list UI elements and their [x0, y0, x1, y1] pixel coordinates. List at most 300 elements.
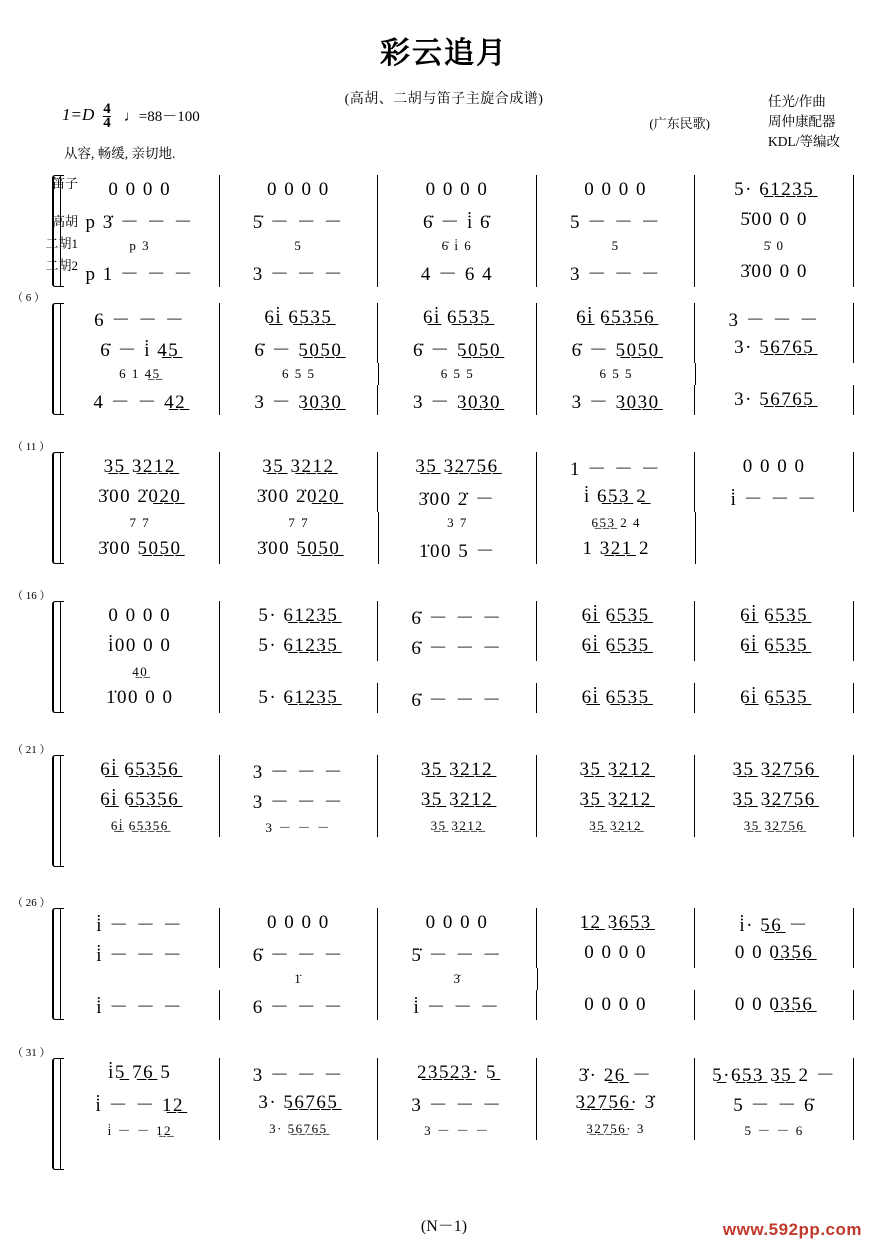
measure-bar — [537, 175, 696, 205]
measure-bar — [695, 815, 854, 837]
measure-bar — [220, 175, 379, 205]
staff-row — [60, 452, 854, 482]
note-group: 6̲i̲̇ 6̲5̲3̲5̲6̲ — [110, 818, 169, 833]
measure-bar — [220, 452, 379, 482]
measure-bar — [537, 837, 696, 867]
note-group: 3̇00 2̇ － — [418, 488, 496, 510]
measure-bar — [378, 990, 537, 1020]
measure-bar — [537, 1118, 696, 1140]
note-group: 7 7 — [129, 515, 151, 530]
staff-row — [60, 385, 854, 415]
measure-bar — [60, 683, 220, 713]
staff-system — [12, 292, 854, 415]
staff-row — [60, 755, 854, 785]
note-group: 0 0 0 0 — [108, 179, 172, 200]
note-group: p 1 － － － — [85, 263, 195, 285]
measure-bar — [537, 235, 696, 257]
measure-bar — [378, 1088, 537, 1118]
measure-bar — [60, 257, 220, 287]
measure-bar — [379, 512, 538, 534]
measure-bar — [220, 1058, 379, 1088]
editor-credit: KDL/等编改 — [768, 134, 840, 149]
staff-row — [60, 815, 854, 837]
note-group: 3̇00 2̇0̲2̲0̲ — [256, 486, 341, 507]
measure-bar — [695, 1140, 854, 1170]
page-subtitle: (高胡、二胡与笛子主旋合成谱) — [344, 92, 544, 107]
note-group: 6 5 5 — [440, 366, 475, 381]
staff-row — [60, 631, 854, 661]
time-signature — [103, 100, 111, 131]
measure-bar — [695, 333, 854, 363]
measure-bar — [695, 175, 854, 205]
measure-bar — [696, 661, 854, 683]
measure-bar — [60, 631, 220, 661]
composer-credit: 任光/作曲 — [768, 94, 826, 109]
note-group: p 3 — [129, 238, 151, 253]
note-group: 3· 5̲6̲7̲6̲5̲ — [734, 389, 815, 410]
measure-bar — [60, 1088, 220, 1118]
note-group: 6̲i̲̇ 6̲5̲3̲5̲ — [740, 605, 809, 626]
note-group: 5 － － － — [569, 211, 662, 233]
note-group: 3· 5̲6̲7̲6̲5̲ — [258, 1092, 339, 1113]
measure-bar — [60, 968, 219, 990]
note-group: 0 0 0 0 — [267, 179, 330, 200]
measure-bar — [60, 482, 220, 512]
note-group: 3̲5̲ 3̲2̲1̲2̲ — [420, 789, 494, 810]
measure-bar — [537, 785, 696, 815]
measure-bar — [695, 1058, 854, 1088]
staff-row — [60, 333, 854, 363]
note-group: 6̇ － i̇ 4̲5̲ — [100, 339, 180, 361]
note-group: 0 0 0̲3̲5̲6̲ — [734, 994, 814, 1015]
note-group: 6̇ － － － — [411, 689, 503, 711]
staff-row — [60, 968, 854, 990]
note-group: 6̲i̲̇ 6̲5̲3̲5̲ — [581, 605, 650, 626]
note-group: 4 － － 4̲2̲ — [93, 391, 187, 413]
staff-row — [60, 482, 854, 512]
measure-bar — [537, 990, 696, 1020]
measure-bar — [378, 235, 537, 257]
measure-bar — [378, 1140, 537, 1170]
note-group: 5 － － 6 — [744, 1122, 804, 1138]
measure-bar — [537, 452, 696, 482]
note-group: i̇ － － － — [730, 488, 818, 510]
measure-bar — [695, 257, 854, 287]
note-group: i̇ － － － — [96, 914, 184, 936]
measure-bar — [378, 837, 537, 867]
measure-bar — [696, 968, 854, 990]
note-group: 3 － － － — [265, 819, 332, 835]
staff-row — [60, 175, 854, 205]
note-group: 2̲3̲5̲2̲3̲· 5̲ — [416, 1062, 498, 1083]
note-group: 3̲5̲ 3̲2̲1̲2̲ — [579, 759, 652, 780]
measure-bar — [537, 938, 696, 968]
measure-bar — [378, 938, 537, 968]
arranger-credit: 周仲康配器 — [768, 114, 836, 129]
staff-row — [60, 661, 854, 683]
measure-bar — [378, 175, 537, 205]
site-watermark: www.592pp.com — [722, 1220, 862, 1239]
measure-bar — [60, 512, 220, 534]
note-group: 0 0 0 0 — [584, 994, 647, 1015]
expression-marking: 从容, 畅缓, 亲切地. — [64, 146, 176, 161]
note-group: 3· 5̲6̲7̲6̲5̲ — [734, 337, 815, 358]
folk-note: (广东民歌) — [649, 116, 710, 131]
measure-bar — [537, 683, 696, 713]
measure-bar — [378, 482, 537, 512]
measure-number-label: （ 11 ） — [12, 441, 51, 453]
measure-bar — [537, 1058, 696, 1088]
measure-bar — [220, 303, 379, 333]
measure-bar — [379, 534, 538, 564]
measure-bar — [537, 534, 696, 564]
note-group: 5· 6̲1̲2̲3̲5̲ — [258, 605, 339, 626]
measure-bar — [60, 303, 220, 333]
measure-bar — [60, 837, 220, 867]
note-group: 3̇00 5̲0̲5̲0̲ — [98, 538, 182, 559]
meter-denominator: 4 — [103, 114, 111, 131]
measure-bar — [537, 755, 696, 785]
measure-bar — [537, 908, 696, 938]
note-group: 6 5 5 — [599, 366, 634, 381]
note-group: 3̲5̲ 3̲2̲1̲2̲ — [430, 818, 484, 833]
measure-bar — [378, 785, 537, 815]
measure-bar — [695, 837, 854, 867]
measure-bar — [537, 482, 696, 512]
measure-bar — [220, 785, 379, 815]
measure-bar — [220, 235, 379, 257]
note-group: 1 3̲2̲1̲ 2 — [582, 538, 651, 559]
note-group: i̇00 0 0 — [108, 635, 172, 656]
measure-bar — [220, 683, 379, 713]
note-group: 6̲i̲̇ 6̲5̲3̲5̲ — [264, 307, 333, 328]
measure-bar — [220, 990, 379, 1020]
measure-bar — [378, 257, 537, 287]
measure-bar — [378, 755, 537, 785]
note-group: 3 － － － — [252, 791, 345, 813]
measure-bar — [695, 303, 854, 333]
measure-bar — [537, 601, 696, 631]
note-group: 5̇00 0 0 — [740, 209, 808, 230]
staff-row — [60, 303, 854, 333]
measure-bar — [538, 968, 696, 990]
measure-number-label: （ 31 ） — [12, 1047, 51, 1059]
note-group: 6̲i̲̇ 6̲5̲3̲5̲6̲ — [100, 759, 180, 780]
measure-bar — [60, 205, 220, 235]
measure-bar — [60, 938, 220, 968]
note-group: 3̲5̲ 3̲2̲1̲2̲ — [103, 456, 176, 477]
note-group: 0 0 0 0 — [584, 942, 647, 963]
staff-row — [60, 1118, 854, 1140]
staff-row — [60, 785, 854, 815]
measure-bar — [696, 363, 854, 385]
measure-bar — [60, 908, 220, 938]
measure-bar — [378, 303, 537, 333]
measure-bar — [695, 235, 854, 257]
measure-number-label: （ 26 ） — [12, 897, 51, 909]
measure-bar — [537, 1088, 696, 1118]
staff-row — [60, 990, 854, 1020]
measure-bar — [537, 205, 696, 235]
staff-row — [60, 257, 854, 287]
instrument-label-erhu2: 二胡2 — [45, 258, 78, 273]
measure-bar — [60, 755, 220, 785]
measure-bar — [537, 385, 696, 415]
measure-bar — [379, 661, 537, 683]
measure-bar — [60, 385, 220, 415]
note-group: 3̲5̲ 3̲2̲7̲5̲6̲ — [743, 818, 805, 833]
measure-bar — [220, 661, 378, 683]
measure-bar — [695, 755, 854, 785]
measure-number-label: （ 21 ） — [12, 744, 51, 756]
note-group: 3 － － － — [252, 761, 345, 783]
staff-row — [60, 908, 854, 938]
note-group: 5· 6̲1̲2̲3̲5̲ — [258, 635, 339, 656]
note-group: 5· 6̲1̲2̲3̲5̲ — [734, 179, 815, 200]
note-group: 3· 5̲6̲7̲6̲5̲ — [269, 1121, 328, 1136]
measure-bar — [60, 601, 220, 631]
measure-bar — [378, 1058, 537, 1088]
measure-bar — [379, 363, 538, 385]
note-group: i̇ － － 1̲2̲ — [95, 1094, 185, 1116]
measure-bar — [537, 631, 696, 661]
measure-bar — [695, 908, 854, 938]
note-group: 3 － － － — [424, 1122, 490, 1138]
note-group: 3 － 3̲0̲3̲0̲ — [254, 391, 343, 413]
measure-bar — [220, 908, 379, 938]
measure-bar — [378, 683, 537, 713]
note-group: 7 7 — [288, 515, 310, 530]
measure-number-label: （ 16 ） — [12, 590, 51, 602]
measure-bar — [695, 452, 854, 482]
note-group: 6̲i̲̇ 6̲5̲3̲5̲ — [740, 635, 809, 656]
note-group: 3̇ — [453, 971, 462, 986]
measure-bar — [378, 631, 537, 661]
staff-row — [60, 205, 854, 235]
note-group: 4 － 6 4 — [420, 263, 494, 285]
measure-bar — [220, 482, 379, 512]
note-group: 1̲2̲ 3̲6̲5̲3̲ — [579, 912, 652, 933]
key-signature: 1=D — [62, 105, 95, 124]
note-group: i̇ 6̲5̲3̲ 2̲ — [583, 486, 648, 507]
measure-bar — [220, 1088, 379, 1118]
note-group: 5̇ 0 — [763, 238, 785, 253]
instrument-label-gaohu: 高胡 — [51, 214, 78, 229]
measure-bar — [220, 815, 379, 837]
measure-bar — [60, 175, 220, 205]
measure-bar — [537, 303, 696, 333]
staff-row — [60, 683, 854, 713]
measure-bar — [220, 1118, 379, 1140]
staff-row — [60, 534, 854, 564]
note-group: 3̇00 5̲0̲5̲0̲ — [257, 538, 341, 559]
note-group: 6̲i̲̇ 6̲5̲3̲5̲ — [581, 635, 650, 656]
note-group: 6 5 5 — [281, 366, 316, 381]
measure-bar — [695, 785, 854, 815]
measure-bar — [695, 601, 854, 631]
note-group: 3 － 3̲0̲3̲0̲ — [571, 391, 660, 413]
note-group: 6 － － － — [94, 309, 186, 331]
note-group: 5 — [611, 238, 620, 253]
note-group: i̇ － － 1̲2̲ — [107, 1122, 172, 1138]
meter-numerator: 4 — [103, 100, 111, 117]
measure-bar — [378, 601, 537, 631]
measure-bar — [537, 512, 696, 534]
note-group: 6̇ i̇ 6 — [441, 238, 473, 253]
note-group: 0 0 0 0 — [108, 605, 172, 626]
note-group: 5̲·6̲5̲3̲ 3̲5̲ 2 － — [712, 1064, 837, 1086]
note-group: 5 — [294, 238, 303, 253]
measure-bar — [695, 631, 854, 661]
measure-bar — [220, 333, 379, 363]
measure-bar — [60, 235, 220, 257]
note-group: 3 7 — [447, 515, 468, 530]
staff-row — [60, 363, 854, 385]
tempo-marking: ♩=88－100 — [123, 108, 200, 125]
note-group: 3̲5̲ 3̲2̲1̲2̲ — [420, 759, 494, 780]
note-group: 3̲5̲ 3̲2̲7̲5̲6̲ — [732, 759, 816, 780]
note-group: 3 － － － — [252, 263, 345, 285]
note-group: 6 1 4̲5̲ — [119, 366, 161, 381]
page-title: 彩云追月 — [380, 37, 508, 70]
note-group: 3 － － － — [411, 1094, 503, 1116]
measure-bar — [220, 938, 379, 968]
staff-system — [60, 175, 854, 287]
measure-bar — [220, 385, 379, 415]
measure-bar — [60, 534, 220, 564]
note-group: i̇ － － － — [413, 996, 501, 1018]
measure-bar — [220, 257, 379, 287]
measure-bar — [60, 661, 220, 683]
staff-system — [12, 744, 854, 867]
note-group: 6̲i̲̇ 6̲5̲3̲5̲ — [422, 307, 491, 328]
measure-bar — [537, 363, 696, 385]
measure-bar — [220, 534, 379, 564]
note-group: 3̇· 2̲6̲ － — [578, 1064, 653, 1086]
measure-bar — [537, 257, 696, 287]
measure-bar — [537, 815, 696, 837]
note-group: 3̇00 2̇0̲2̲0̲ — [98, 486, 182, 507]
measure-bar — [378, 452, 537, 482]
note-group: 6̇ － － － — [411, 637, 503, 659]
note-group: 3̲5̲ 3̲2̲1̲2̲ — [262, 456, 335, 477]
note-group: 6̲i̲̇ 6̲5̲3̲5̲ — [581, 687, 650, 708]
instrument-label-erhu1: 二胡1 — [45, 236, 78, 251]
note-group: 6̇ － － － — [411, 607, 503, 629]
note-group: 5 － － 6̇ — [733, 1094, 816, 1116]
measure-bar — [60, 815, 220, 837]
measure-bar — [696, 512, 854, 534]
note-group: i̇· 5̲6̲ － — [739, 914, 809, 936]
instrument-label-dizi: 笛子 — [51, 176, 78, 191]
note-group: 1̇00 5 － — [418, 540, 496, 562]
staff-row — [60, 235, 854, 257]
measure-bar — [695, 1118, 854, 1140]
note-group: p 3̇ － － － — [85, 211, 195, 233]
measure-bar — [695, 990, 854, 1020]
note-group: 5· 6̲1̲2̲3̲5̲ — [258, 687, 339, 708]
measure-bar — [220, 512, 379, 534]
note-group: 3̲5̲ 3̲2̲7̲5̲6̲ — [732, 789, 816, 810]
measure-bar — [60, 785, 220, 815]
measure-bar — [695, 482, 854, 512]
measure-bar — [378, 968, 537, 990]
note-group: 6 － － － — [252, 996, 345, 1018]
note-group: 3̲5̲ 3̲2̲7̲5̲6̲ — [415, 456, 499, 477]
measure-bar — [378, 908, 537, 938]
measure-bar — [220, 363, 379, 385]
note-group: 3̲5̲ 3̲2̲1̲2̲ — [589, 818, 642, 833]
measure-bar — [695, 683, 854, 713]
note-group: 6̇ － － － — [252, 944, 345, 966]
note-group: 0 0 0 0 — [267, 912, 330, 933]
note-group: 6̲i̲̇ 6̲5̲3̲5̲ — [740, 687, 809, 708]
measure-bar — [60, 1118, 220, 1140]
measure-bar — [219, 968, 378, 990]
measure-number-label: （ 6 ） — [12, 292, 45, 304]
note-group: 3 － 3̲0̲3̲0̲ — [412, 391, 501, 413]
note-group: 3̇00 0 0 — [740, 261, 808, 282]
note-group: 3 － － － — [728, 309, 820, 331]
note-group: 6̇ － 5̲0̲5̲0̲ — [412, 339, 501, 361]
staff-row — [60, 837, 854, 867]
note-group: 6̲5̲3̲ 2 4 — [591, 515, 642, 530]
staff-system — [12, 1047, 854, 1170]
staff-row — [60, 512, 854, 534]
note-group: 1̇ — [294, 971, 303, 986]
staff-row — [60, 1088, 854, 1118]
measure-bar — [60, 333, 220, 363]
measure-bar — [60, 452, 220, 482]
note-group: 0 0 0 0 — [425, 179, 489, 200]
note-group: 3̲2̲7̲5̲6̲· 3̇ — [575, 1092, 656, 1113]
measure-bar — [537, 1140, 696, 1170]
measure-bar — [695, 385, 854, 415]
measure-bar — [695, 938, 854, 968]
page-footer: (N－1) — [420, 1218, 468, 1235]
note-group: 6̲i̲̇ 6̲5̲3̲5̲6̲ — [576, 307, 656, 328]
staff-row — [60, 1140, 854, 1170]
note-group: 1 － － － — [569, 458, 662, 480]
measure-bar — [695, 1088, 854, 1118]
measure-bar — [378, 1118, 537, 1140]
staff-row — [60, 1058, 854, 1088]
note-group: 6̲i̲̇ 6̲5̲3̲5̲6̲ — [100, 789, 180, 810]
measure-bar — [220, 837, 379, 867]
measure-bar — [60, 990, 220, 1020]
staff-system — [12, 590, 854, 713]
note-group: 6̇ － 5̲0̲5̲0̲ — [571, 339, 660, 361]
measure-bar — [220, 601, 379, 631]
measure-bar — [695, 205, 854, 235]
note-group: 0 0 0̲3̲5̲6̲ — [734, 942, 814, 963]
measure-bar — [696, 534, 854, 564]
measure-bar — [220, 755, 379, 785]
note-group: 3̲2̲7̲5̲6̲· 3 — [586, 1121, 645, 1136]
note-group: 6̇ － 5̲0̲5̲0̲ — [254, 339, 343, 361]
note-group: i̇5̲ 7̲6̲ 5 — [108, 1062, 172, 1083]
note-group: 3 － － － — [569, 263, 662, 285]
note-group: 3̲5̲ 3̲2̲1̲2̲ — [579, 789, 652, 810]
note-group: 4̲0̲ — [132, 664, 149, 679]
note-group: i̇ － － － — [96, 996, 184, 1018]
note-group: 0 0 0 0 — [584, 179, 647, 200]
note-group: 0 0 0 0 — [425, 912, 489, 933]
measure-bar — [537, 661, 695, 683]
staff-row — [60, 601, 854, 631]
measure-bar — [220, 205, 379, 235]
measure-bar — [220, 631, 379, 661]
